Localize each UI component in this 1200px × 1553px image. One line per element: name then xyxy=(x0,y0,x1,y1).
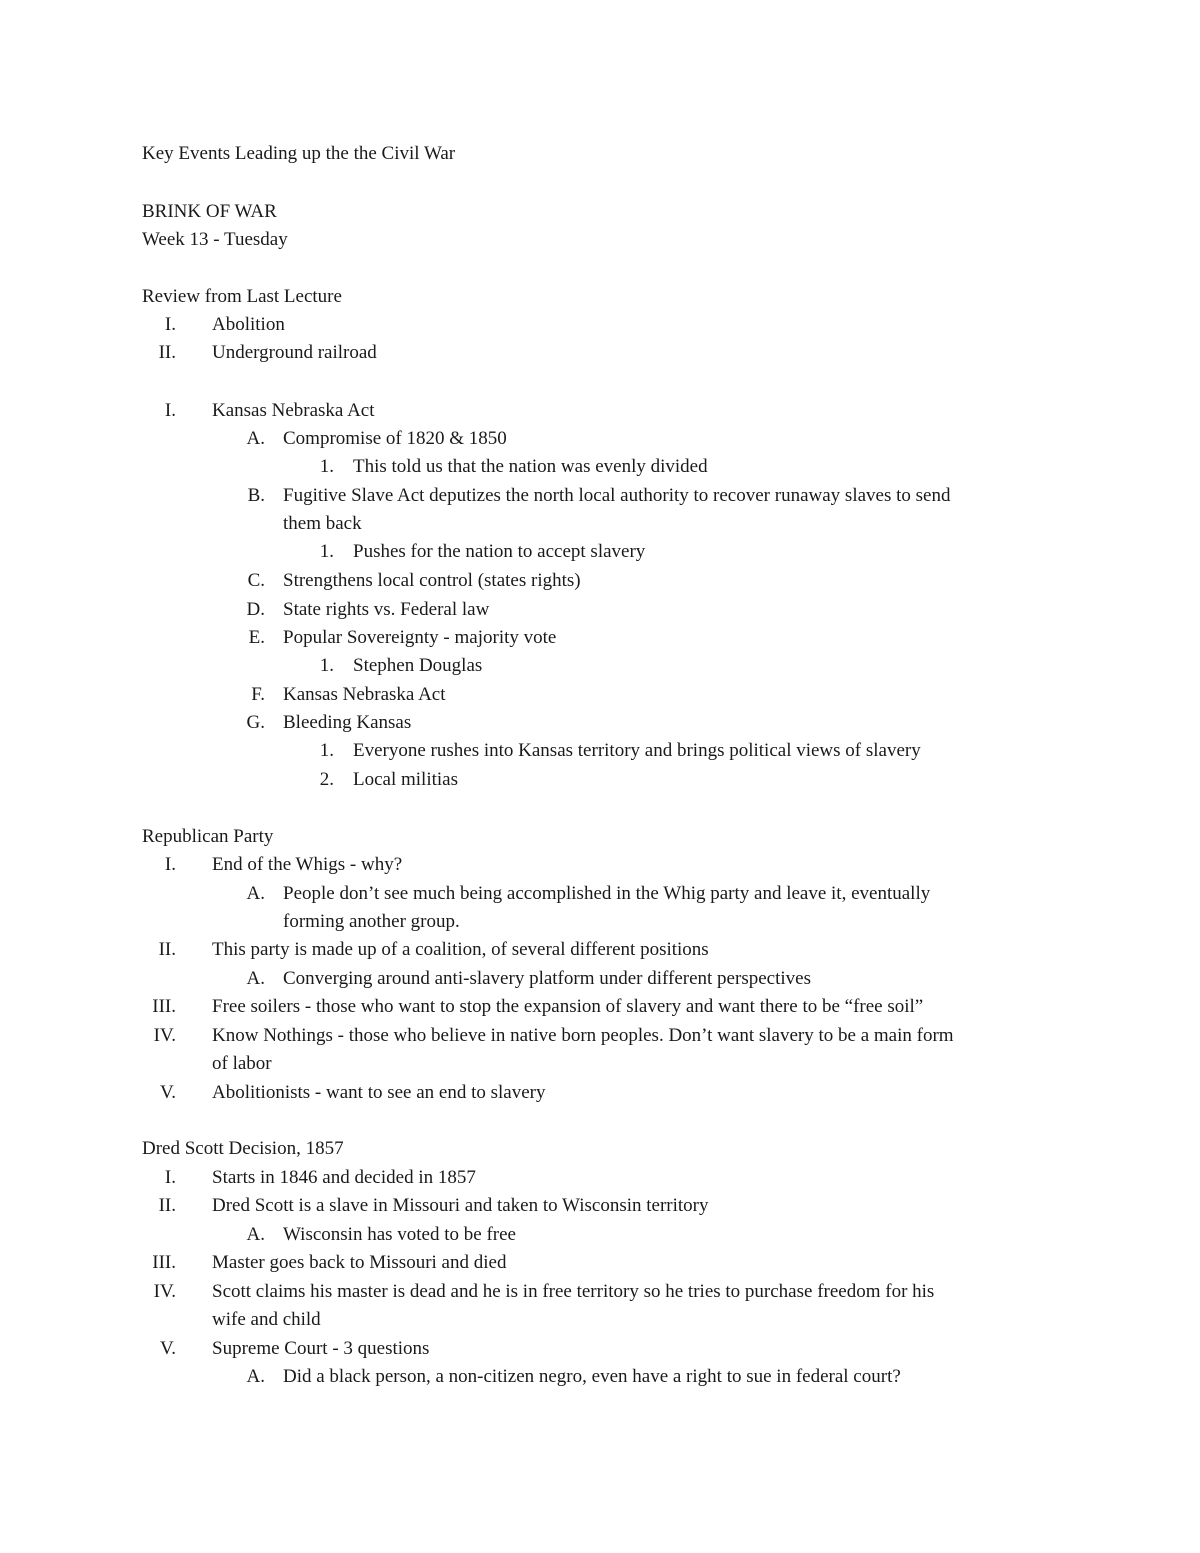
session-label: Week 13 - Tuesday xyxy=(142,229,288,250)
section-heading-dred-scott: Dred Scott Decision, 1857 xyxy=(142,1138,344,1159)
list-text: Abolition xyxy=(212,314,285,335)
list-marker: 1. xyxy=(319,541,334,562)
list-text: Supreme Court - 3 questions xyxy=(212,1338,430,1359)
list-text: wife and child xyxy=(212,1309,321,1330)
list-text: Abolitionists - want to see an end to slavery xyxy=(212,1082,546,1103)
list-text: Starts in 1846 and decided in 1857 xyxy=(212,1167,476,1188)
list-text: forming another group. xyxy=(283,911,460,932)
list-text: Pushes for the nation to accept slavery xyxy=(353,541,646,562)
list-marker: III. xyxy=(152,996,176,1017)
list-marker: II. xyxy=(158,1195,176,1216)
list-marker: F. xyxy=(251,684,265,705)
unit-title: BRINK OF WAR xyxy=(142,201,277,222)
list-marker: 1. xyxy=(319,456,334,477)
list-marker: A. xyxy=(246,428,265,449)
list-text: Scott claims his master is dead and he is in free territory so he tries to purchase freedom for his xyxy=(212,1281,935,1302)
list-marker: V. xyxy=(159,1082,176,1103)
list-text: Stephen Douglas xyxy=(353,655,483,676)
list-marker: A. xyxy=(246,1366,265,1387)
list-text: Kansas Nebraska Act xyxy=(283,684,446,705)
list-marker: I. xyxy=(164,1167,176,1188)
list-marker: 1. xyxy=(319,740,334,761)
list-text: This party is made up of a coalition, of several different positions xyxy=(212,939,709,960)
list-marker: II. xyxy=(158,939,176,960)
list-text: Fugitive Slave Act deputizes the north local authority to recover runaway slaves to send xyxy=(283,485,951,506)
list-marker: IV. xyxy=(153,1025,176,1046)
section-heading-review: Review from Last Lecture xyxy=(142,286,342,307)
list-text: Know Nothings - those who believe in native born peoples. Don’t want slavery to be a main form xyxy=(212,1025,954,1046)
list-text: Converging around anti-slavery platform under different perspectives xyxy=(283,968,811,989)
list-marker: I. xyxy=(164,314,176,335)
list-marker: I. xyxy=(164,854,176,875)
list-marker: II. xyxy=(158,342,176,363)
list-marker: B. xyxy=(247,485,265,506)
list-text: Strengthens local control (states rights) xyxy=(283,570,581,591)
list-text: Free soilers - those who want to stop the expansion of slavery and want there to be “free soil” xyxy=(212,996,924,1017)
list-text: them back xyxy=(283,513,362,534)
list-marker: 2. xyxy=(319,769,334,790)
list-text: People don’t see much being accomplished in the Whig party and leave it, eventually xyxy=(283,883,931,904)
list-text: Popular Sovereignty - majority vote xyxy=(283,627,557,648)
list-text: End of the Whigs - why? xyxy=(212,854,403,875)
list-text: State rights vs. Federal law xyxy=(283,599,490,620)
list-text: Bleeding Kansas xyxy=(283,712,412,733)
list-marker: A. xyxy=(246,883,265,904)
list-text: Wisconsin has voted to be free xyxy=(283,1224,516,1245)
list-marker: E. xyxy=(248,627,265,648)
list-text: Underground railroad xyxy=(212,342,377,363)
list-text: Dred Scott is a slave in Missouri and taken to Wisconsin territory xyxy=(212,1195,709,1216)
list-marker: C. xyxy=(247,570,265,591)
list-marker: 1. xyxy=(319,655,334,676)
list-text: Did a black person, a non-citizen negro, even have a right to sue in federal court? xyxy=(283,1366,901,1387)
list-text: Master goes back to Missouri and died xyxy=(212,1252,507,1273)
list-text: Compromise of 1820 & 1850 xyxy=(283,428,507,449)
list-text: This told us that the nation was evenly divided xyxy=(353,456,708,477)
list-text: Local militias xyxy=(353,769,459,790)
list-marker: A. xyxy=(246,968,265,989)
list-marker: V. xyxy=(159,1338,176,1359)
list-marker: I. xyxy=(164,400,176,421)
list-marker: IV. xyxy=(153,1281,176,1302)
list-marker: A. xyxy=(246,1224,265,1245)
document-title: Key Events Leading up the the Civil War xyxy=(142,143,456,164)
section-heading-republican: Republican Party xyxy=(142,826,274,847)
list-marker: G. xyxy=(246,712,265,733)
list-text: of labor xyxy=(212,1053,272,1074)
list-marker: III. xyxy=(152,1252,176,1273)
list-text: Everyone rushes into Kansas territory and brings political views of slavery xyxy=(353,740,921,761)
list-text: Kansas Nebraska Act xyxy=(212,400,375,421)
list-marker: D. xyxy=(246,599,265,620)
